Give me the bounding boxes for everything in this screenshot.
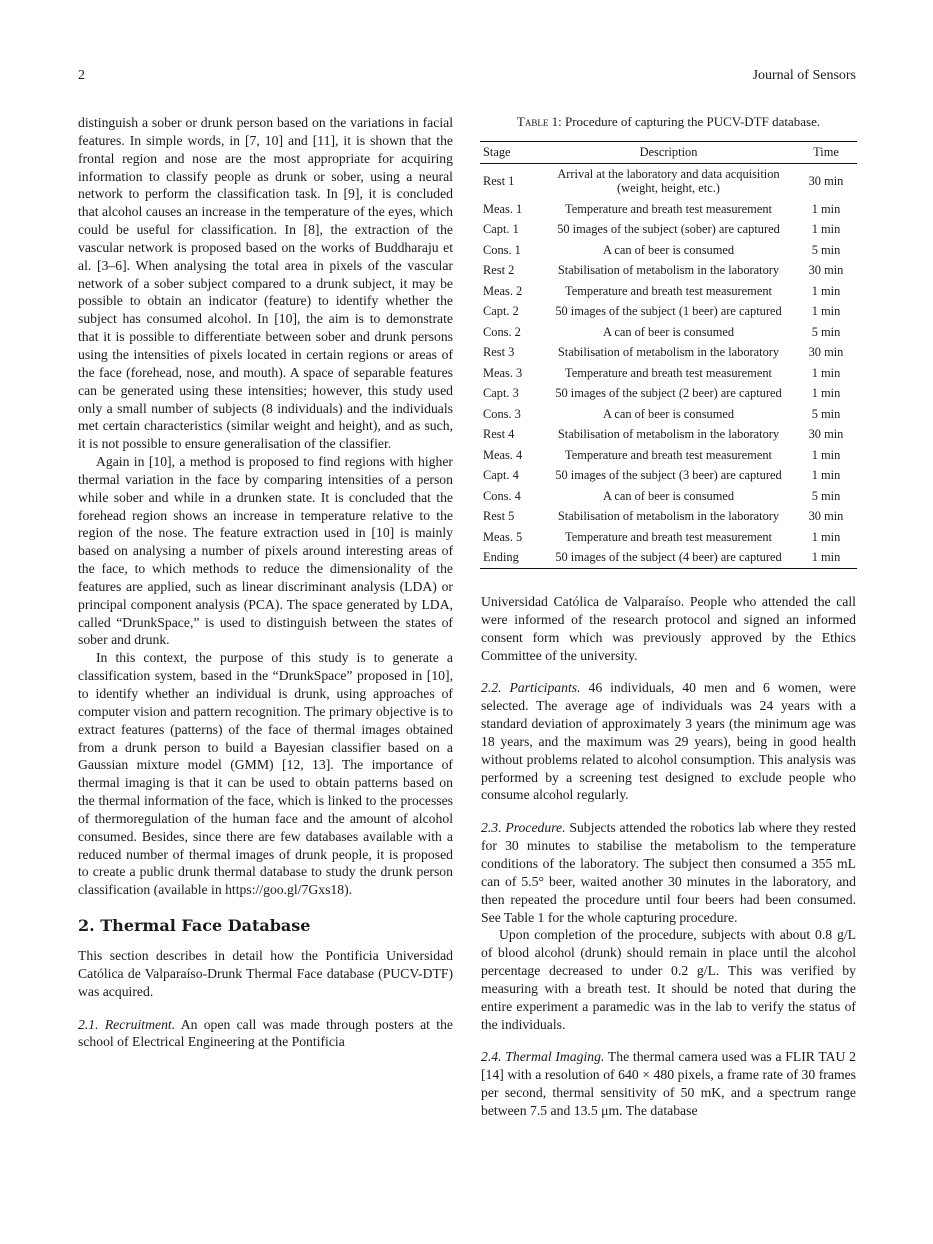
stage-cell: Capt. 3 xyxy=(483,386,519,400)
time-cell: 30 min xyxy=(808,427,844,441)
time-cell: 30 min xyxy=(808,509,844,523)
subsection-procedure xyxy=(481,819,856,926)
paragraph: distinguish a sober or drunk person based on the variations in facial features. In simple words, in [7, 10] and [11], it is shown that the frontal region and nose are the most appropriate for acquiring information to classify people as drunk or sober, using a neural network to perform the classification task. In [9], it is concluded that alcohol causes an increase in the temperature of the eyes, which could be useful for classification. In [8], the extraction of the vascular network is proposed based on the works of Buddharaju et al. [3–6]. When analysing the total area in pixels of the vascular network of a sober subject compared to a drunk subject, it may be possible to obtain an indicator (feature) to identify whether the subject has consumed alcohol. In [10], the aim is to demonstrate that it is possible to differentiate between sober and drunk persons using the intensities of pixels located in certain regions or areas of the face (forehead, nose, and mouth). A space of separable features can be generated using these intensities; however, this study used only a small number of subjects (8 individuals) and the individuals met certain characteristics (similar weight and height), and as such, it is not possible to ensure generalisation of the classifier. xyxy=(78,115,453,452)
description-cell: Temperature and breath test measurement xyxy=(565,283,772,298)
table-row xyxy=(480,240,857,261)
description-cell: Temperature and breath test measurement xyxy=(565,529,772,544)
table-row xyxy=(480,363,857,384)
subsection-participants xyxy=(481,679,856,804)
page-number: 2 xyxy=(78,68,85,83)
subsection-heading: 2.2. Participants. xyxy=(481,680,581,696)
subsection-thermal-imaging xyxy=(481,1048,856,1119)
paragraph: This section describes in detail how the Pontificia Universidad Católica de Valparaíso-Drunk Thermal Face database (PUCV-DTF) was acquired. xyxy=(78,947,453,999)
stage-cell: Meas. 3 xyxy=(483,365,523,380)
time-cell: 1 min xyxy=(811,304,841,318)
time-cell: 5 min xyxy=(811,406,841,421)
table-row xyxy=(480,445,857,466)
stage-cell: Rest 3 xyxy=(483,345,515,359)
subsection-heading: 2.1. Recruitment. xyxy=(78,1016,176,1032)
column-header: Stage xyxy=(480,142,542,164)
time-cell: 1 min xyxy=(795,547,857,568)
description-cell: 50 images of the subject (2 beer) are captured xyxy=(555,386,782,400)
description-cell: A can of beer is consumed xyxy=(602,488,735,503)
subsection-heading: 2.3. Procedure. xyxy=(481,820,566,836)
subsection-heading: 2.4. Thermal Imaging. xyxy=(481,1049,605,1065)
paragraph: Universidad Católica de Valparaíso. People who attended the call were informed of the research protocol and signed an informed consent form which was previously approved by the Ethics Committee of the university. xyxy=(481,594,856,663)
table-row xyxy=(480,163,857,199)
table-row xyxy=(480,506,857,527)
time-cell: 30 min xyxy=(808,263,844,277)
description-cell: 50 images of the subject (4 beer) are captured xyxy=(542,547,795,568)
stage-cell: Rest 2 xyxy=(483,263,515,277)
stage-cell: Meas. 5 xyxy=(483,529,523,544)
table-caption xyxy=(481,114,856,130)
subsection-text: Subjects attended the robotics lab where they rested for 30 minutes to stabilise the metabolism to the temperature conditions of the laboratory. The subject then consumed a 355 mL can of 5.5° beer, waited another 30 minutes in the laboratory, and then repeated the procedure until four beers had been consumed. See Table 1 for the whole capturing procedure. xyxy=(481,820,856,925)
stage-cell: Capt. 4 xyxy=(483,468,519,482)
stage-cell: Capt. 1 xyxy=(483,222,519,236)
subsection-recruitment xyxy=(78,1016,453,1052)
stage-cell: Rest 5 xyxy=(483,509,515,523)
journal-name: Journal of Sensors xyxy=(752,68,856,83)
stage-cell: Meas. 1 xyxy=(483,201,523,216)
table-row xyxy=(480,547,857,568)
stage-cell: Ending xyxy=(480,547,542,568)
right-column xyxy=(481,593,856,1120)
time-cell: 5 min xyxy=(811,242,841,257)
table-row xyxy=(480,342,857,363)
table-label: Table 1: xyxy=(516,114,562,129)
time-cell: 1 min xyxy=(811,468,841,482)
stage-cell: Cons. 1 xyxy=(483,242,521,257)
time-cell: 1 min xyxy=(811,222,841,236)
description-cell: Temperature and breath test measurement xyxy=(565,365,772,380)
table-row xyxy=(480,527,857,548)
description-cell: 50 images of the subject (3 beer) are captured xyxy=(555,468,782,482)
stage-cell: Meas. 4 xyxy=(483,447,523,462)
table-row xyxy=(480,424,857,445)
paragraph: Again in [10], a method is proposed to find regions with higher thermal variation in the face by comparing intensities of a person while sober and while in a drunken state. It is concluded that the forehead region shows an increase in temperature relative to the region of the nose. The feature extraction used in [10] is mainly based on analysing a number of pixels around interesting areas of the face, to which methods to reduce the dimensionality of the features are applied, such as linear discriminant analysis (LDA) or principal component analysis (PCA). The space generated by LDA, called “DrunkSpace,” is used to distinguish between the states of sober and drunk. xyxy=(78,454,453,648)
table-row xyxy=(480,301,857,322)
table-row xyxy=(480,219,857,240)
table-caption-text: Procedure of capturing the PUCV-DTF database. xyxy=(564,114,821,129)
time-cell: 1 min xyxy=(811,365,841,380)
paragraph: In this context, the purpose of this study is to generate a classification system, based in the “DrunkSpace” proposed in [10], to identify whether an individual is drunk, using approaches of computer vision and pattern recognition. The primary objective is to extract features (patterns) of the face of thermal images obtained from a drunk person to build a Bayesian classifier based on a Gaussian mixture model (GMM) [12, 13]. The importance of thermal imaging is that it can be used to obtain patterns based on the thermal information of the face, which is linked to the processes of thermoregulation of the human face and the amount of alcohol consumed. Besides, since there are few databases available with a reduced number of thermal images of drunk people, it is proposed to create a public drunk thermal database to study the drunk person classification (available in https://goo.gl/7Gxs18). xyxy=(78,650,453,898)
table-row xyxy=(480,322,857,343)
description-cell: 50 images of the subject (sober) are captured xyxy=(557,222,780,236)
description-cell: Stabilisation of metabolism in the laboratory xyxy=(557,509,780,523)
subsection-text: The thermal camera used was a FLIR TAU 2 [14] with a resolution of 640 × 480 pixels, a frame rate of 30 frames per second, thermal sensitivity of 50 mK, and a spectrum range between 7.5 and 13.5 μm. The database xyxy=(481,1049,856,1118)
description-cell: Arrival at the laboratory and data acquisition (weight, height, etc.) xyxy=(557,166,780,195)
table-row xyxy=(480,486,857,507)
time-cell: 1 min xyxy=(811,447,841,462)
table-header-row xyxy=(480,142,857,164)
stage-cell: Rest 4 xyxy=(483,427,515,441)
time-cell: 5 min xyxy=(811,324,841,339)
column-header: Time xyxy=(795,142,857,164)
stage-cell: Cons. 2 xyxy=(483,324,521,339)
left-column xyxy=(78,114,453,1051)
procedure-table xyxy=(480,141,857,569)
time-cell: 1 min xyxy=(811,283,841,298)
time-cell: 1 min xyxy=(811,201,841,216)
description-cell: Stabilisation of metabolism in the laboratory xyxy=(557,345,780,359)
description-cell: 50 images of the subject (1 beer) are captured xyxy=(555,304,782,318)
subsection-text: 46 individuals, 40 men and 6 women, were selected. The average age of individuals was 24 years with a standard deviation of approximately 3 years (the minimum age was 18 years, and the maximum was 29 years), being in good health without problems related to alcohol consumption. This analysis was performed by a screening test designed to exclude people who consume alcohol regularly. xyxy=(481,680,856,803)
description-cell: Temperature and breath test measurement xyxy=(565,201,772,216)
description-cell: A can of beer is consumed xyxy=(602,242,735,257)
table-row xyxy=(480,383,857,404)
table-row xyxy=(480,465,857,486)
stage-cell: Cons. 3 xyxy=(483,406,521,421)
table-row xyxy=(480,199,857,220)
table-row xyxy=(480,260,857,281)
stage-cell: Capt. 2 xyxy=(483,304,519,318)
time-cell: 1 min xyxy=(811,529,841,544)
time-cell: 30 min xyxy=(808,173,844,188)
description-cell: A can of beer is consumed xyxy=(602,406,735,421)
table-row xyxy=(480,404,857,425)
description-cell: A can of beer is consumed xyxy=(602,324,735,339)
time-cell: 30 min xyxy=(808,345,844,359)
stage-cell: Cons. 4 xyxy=(483,488,521,503)
description-cell: Temperature and breath test measurement xyxy=(565,447,772,462)
subsection-text: An open call was made through posters at the school of Electrical Engineering at the Pontificia xyxy=(78,1016,453,1050)
table-row xyxy=(480,281,857,302)
time-cell: 1 min xyxy=(811,386,841,400)
description-cell: Stabilisation of metabolism in the laboratory xyxy=(557,427,780,441)
paragraph: Upon completion of the procedure, subjects with about 0.8 g/L of blood alcohol (drunk) should remain in place until the alcohol percentage decreased to under 0.2 g/L. This was verified by measuring with a breath test. It should be noted that during the entire experiment a paramedic was in the lab to verify the status of the individuals. xyxy=(481,927,856,1032)
stage-cell: Rest 1 xyxy=(483,173,515,188)
section-heading: 2. Thermal Face Database xyxy=(78,916,311,936)
time-cell: 5 min xyxy=(811,488,841,503)
column-header: Description xyxy=(542,142,795,164)
stage-cell: Meas. 2 xyxy=(483,283,523,298)
description-cell: Stabilisation of metabolism in the laboratory xyxy=(557,263,780,277)
